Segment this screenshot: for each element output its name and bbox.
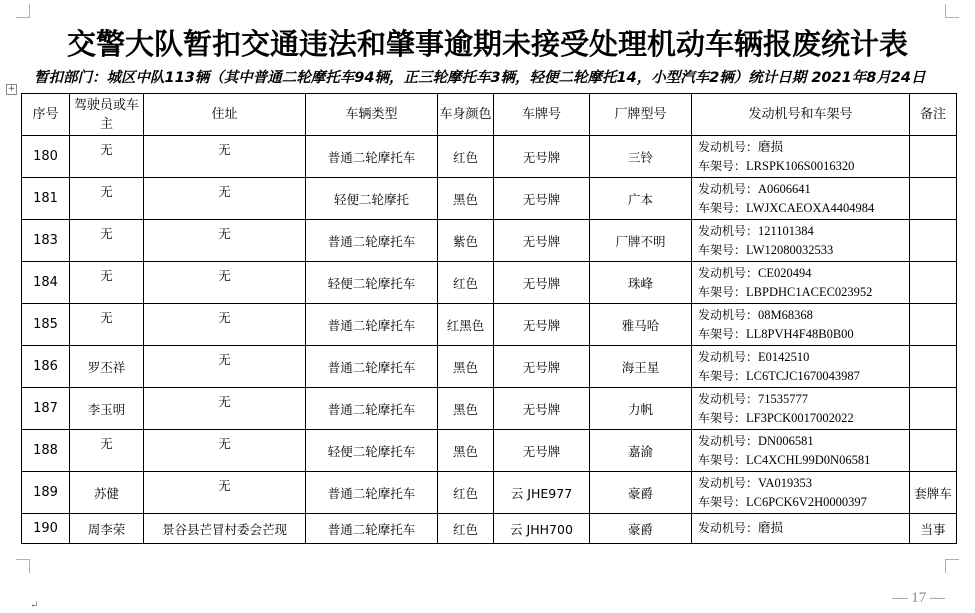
cell-address: 景谷县芒冒村委会芒现 bbox=[144, 514, 306, 544]
vehicle-table bbox=[21, 93, 957, 544]
cell-remark: 套牌车 bbox=[910, 472, 957, 514]
document-subtitle: 暂扣部门：城区中队113辆（其中普通二轮摩托车94辆，正三轮摩托车3辆，轻便二轮摩托14，小型汽车2辆）统计日期 2021年8月24日 bbox=[34, 70, 926, 86]
cell-engine-frame bbox=[692, 178, 910, 220]
cell-plate: 无号牌 bbox=[494, 430, 590, 472]
cell-owner: 无 bbox=[70, 430, 144, 472]
cell-owner: 苏健 bbox=[70, 472, 144, 514]
cell-color: 红色 bbox=[438, 136, 494, 178]
frame-label: 车架号： bbox=[698, 326, 747, 341]
frame-number: LC6PCK6V2H0000397 bbox=[746, 494, 867, 509]
cell-color: 紫色 bbox=[438, 220, 494, 262]
cell-no: 188 bbox=[22, 430, 70, 472]
document-title: 交警大队暂扣交通违法和肇事逾期未接受处理机动车辆报废统计表 bbox=[66, 27, 908, 61]
cell-type: 普通二轮摩托车 bbox=[306, 514, 438, 544]
page-corner-mark bbox=[16, 4, 30, 18]
header-brand: 厂牌型号 bbox=[590, 94, 692, 136]
engine-number: 磨损 bbox=[758, 521, 784, 535]
cell-color: 红色 bbox=[438, 262, 494, 304]
frame-label: 车架号： bbox=[698, 494, 747, 509]
cell-brand: 力帆 bbox=[590, 388, 692, 430]
cell-owner: 无 bbox=[70, 178, 144, 220]
cell-engine-frame bbox=[692, 304, 910, 346]
cell-brand: 豪爵 bbox=[590, 514, 692, 544]
engine-number: 磨损 bbox=[758, 139, 784, 154]
cell-brand: 广本 bbox=[590, 178, 692, 220]
cell-owner: 罗丕祥 bbox=[70, 346, 144, 388]
engine-number: A0606641 bbox=[758, 181, 811, 196]
frame-label: 车架号： bbox=[698, 284, 747, 299]
cell-brand: 珠峰 bbox=[590, 262, 692, 304]
cell-plate: 云 JHH700 bbox=[494, 514, 590, 544]
table-row bbox=[22, 514, 957, 544]
cell-color: 红色 bbox=[438, 514, 494, 544]
cell-remark bbox=[910, 346, 957, 388]
table-move-handle-icon[interactable]: + bbox=[7, 84, 16, 94]
header-engine-frame: 发动机号和车架号 bbox=[692, 94, 910, 136]
table-row bbox=[22, 136, 957, 178]
cell-no: 187 bbox=[22, 388, 70, 430]
cell-brand: 雅马哈 bbox=[590, 304, 692, 346]
engine-label: 发动机号： bbox=[698, 265, 759, 280]
cell-brand: 厂牌不明 bbox=[590, 220, 692, 262]
cell-owner: 周李荣 bbox=[70, 514, 144, 544]
frame-number: LF3PCK0017002022 bbox=[746, 410, 854, 425]
header-color: 车身颜色 bbox=[438, 94, 494, 136]
engine-label: 发动机号： bbox=[698, 521, 759, 535]
cell-no: 186 bbox=[22, 346, 70, 388]
table-row bbox=[22, 178, 957, 220]
cell-color: 红色 bbox=[438, 472, 494, 514]
engine-label: 发动机号： bbox=[698, 139, 759, 154]
engine-number: VA019353 bbox=[758, 475, 812, 490]
table-row bbox=[22, 304, 957, 346]
cell-type: 普通二轮摩托车 bbox=[306, 220, 438, 262]
cell-address: 无 bbox=[144, 472, 306, 514]
cell-color: 黑色 bbox=[438, 346, 494, 388]
cell-type: 普通二轮摩托车 bbox=[306, 304, 438, 346]
frame-label: 车架号： bbox=[698, 368, 747, 383]
page-number: — 17 — bbox=[893, 590, 946, 607]
header-no: 序号 bbox=[22, 94, 70, 136]
cell-no: 190 bbox=[22, 514, 70, 544]
cell-type: 普通二轮摩托车 bbox=[306, 136, 438, 178]
cell-engine-frame bbox=[692, 514, 910, 544]
engine-label: 发动机号： bbox=[698, 307, 759, 322]
cell-engine-frame bbox=[692, 472, 910, 514]
cell-plate: 无号牌 bbox=[494, 304, 590, 346]
engine-label: 发动机号： bbox=[698, 433, 759, 448]
cell-remark bbox=[910, 388, 957, 430]
cell-address: 无 bbox=[144, 388, 306, 430]
cell-owner: 李玉明 bbox=[70, 388, 144, 430]
cell-address: 无 bbox=[144, 262, 306, 304]
table-row bbox=[22, 430, 957, 472]
cell-address: 无 bbox=[144, 304, 306, 346]
cell-plate: 无号牌 bbox=[494, 136, 590, 178]
cell-type: 轻便二轮摩托车 bbox=[306, 262, 438, 304]
frame-number: LRSPK106S0016320 bbox=[746, 158, 855, 173]
paragraph-mark: ↵ bbox=[30, 600, 39, 611]
engine-number: 121101384 bbox=[758, 223, 814, 238]
cell-color: 黑色 bbox=[438, 388, 494, 430]
frame-number: LL8PVH4F48B0B00 bbox=[746, 326, 854, 341]
cell-type: 普通二轮摩托车 bbox=[306, 346, 438, 388]
table-row bbox=[22, 388, 957, 430]
cell-brand: 嘉渝 bbox=[590, 430, 692, 472]
page-corner-mark bbox=[945, 559, 959, 573]
header-owner: 驾驶员或车主 bbox=[70, 94, 144, 136]
frame-number: LC4XCHL99D0N06581 bbox=[746, 452, 871, 467]
cell-color: 红黑色 bbox=[438, 304, 494, 346]
table-row bbox=[22, 220, 957, 262]
cell-remark: 当事 bbox=[910, 514, 957, 544]
cell-no: 181 bbox=[22, 178, 70, 220]
cell-plate: 无号牌 bbox=[494, 262, 590, 304]
cell-address: 无 bbox=[144, 346, 306, 388]
engine-number: CE020494 bbox=[758, 265, 812, 280]
header-remark: 备注 bbox=[910, 94, 957, 136]
header-type: 车辆类型 bbox=[306, 94, 438, 136]
engine-label: 发动机号： bbox=[698, 391, 759, 406]
cell-type: 轻便二轮摩托 bbox=[306, 178, 438, 220]
cell-plate: 无号牌 bbox=[494, 346, 590, 388]
cell-color: 黑色 bbox=[438, 430, 494, 472]
engine-number: E0142510 bbox=[758, 349, 810, 364]
cell-no: 180 bbox=[22, 136, 70, 178]
header-plate: 车牌号 bbox=[494, 94, 590, 136]
engine-label: 发动机号： bbox=[698, 223, 759, 238]
cell-plate: 无号牌 bbox=[494, 178, 590, 220]
engine-number: 71535777 bbox=[758, 391, 809, 406]
engine-number: 08M68368 bbox=[758, 307, 813, 322]
cell-type: 轻便二轮摩托车 bbox=[306, 430, 438, 472]
frame-label: 车架号： bbox=[698, 158, 747, 173]
engine-label: 发动机号： bbox=[698, 475, 759, 490]
cell-engine-frame bbox=[692, 262, 910, 304]
frame-label: 车架号： bbox=[698, 410, 747, 425]
cell-address: 无 bbox=[144, 136, 306, 178]
table-row bbox=[22, 262, 957, 304]
cell-owner: 无 bbox=[70, 304, 144, 346]
cell-no: 189 bbox=[22, 472, 70, 514]
cell-remark bbox=[910, 178, 957, 220]
cell-owner: 无 bbox=[70, 136, 144, 178]
cell-type: 普通二轮摩托车 bbox=[306, 472, 438, 514]
frame-number: LBPDHC1ACEC023952 bbox=[746, 284, 873, 299]
engine-number: DN006581 bbox=[758, 433, 814, 448]
table-row bbox=[22, 346, 957, 388]
cell-owner: 无 bbox=[70, 262, 144, 304]
cell-plate: 无号牌 bbox=[494, 220, 590, 262]
cell-brand: 豪爵 bbox=[590, 472, 692, 514]
cell-address: 无 bbox=[144, 430, 306, 472]
cell-plate: 无号牌 bbox=[494, 388, 590, 430]
cell-engine-frame bbox=[692, 220, 910, 262]
cell-owner: 无 bbox=[70, 220, 144, 262]
cell-engine-frame bbox=[692, 136, 910, 178]
cell-remark bbox=[910, 262, 957, 304]
page-corner-mark bbox=[16, 559, 30, 573]
cell-address: 无 bbox=[144, 220, 306, 262]
frame-number: LC6TCJC1670043987 bbox=[746, 368, 860, 383]
engine-label: 发动机号： bbox=[698, 349, 759, 364]
header-address: 住址 bbox=[144, 94, 306, 136]
cell-remark bbox=[910, 430, 957, 472]
cell-engine-frame bbox=[692, 388, 910, 430]
cell-no: 183 bbox=[22, 220, 70, 262]
table-header-row bbox=[22, 94, 957, 136]
cell-engine-frame bbox=[692, 346, 910, 388]
cell-address: 无 bbox=[144, 178, 306, 220]
engine-label: 发动机号： bbox=[698, 181, 759, 196]
cell-no: 185 bbox=[22, 304, 70, 346]
cell-plate: 云 JHE977 bbox=[494, 472, 590, 514]
table-row bbox=[22, 472, 957, 514]
cell-brand: 三铃 bbox=[590, 136, 692, 178]
table-body bbox=[22, 136, 957, 544]
cell-type: 普通二轮摩托车 bbox=[306, 388, 438, 430]
cell-remark bbox=[910, 136, 957, 178]
cell-no: 184 bbox=[22, 262, 70, 304]
cell-remark bbox=[910, 220, 957, 262]
cell-engine-frame bbox=[692, 430, 910, 472]
cell-color: 黑色 bbox=[438, 178, 494, 220]
frame-label: 车架号： bbox=[698, 200, 747, 215]
page-corner-mark bbox=[945, 4, 959, 18]
frame-label: 车架号： bbox=[698, 452, 747, 467]
frame-number: LW12080032533 bbox=[746, 242, 834, 257]
cell-brand: 海王星 bbox=[590, 346, 692, 388]
frame-number: LWJXCAEOXA4404984 bbox=[746, 200, 875, 215]
frame-label: 车架号： bbox=[698, 242, 747, 257]
cell-remark bbox=[910, 304, 957, 346]
